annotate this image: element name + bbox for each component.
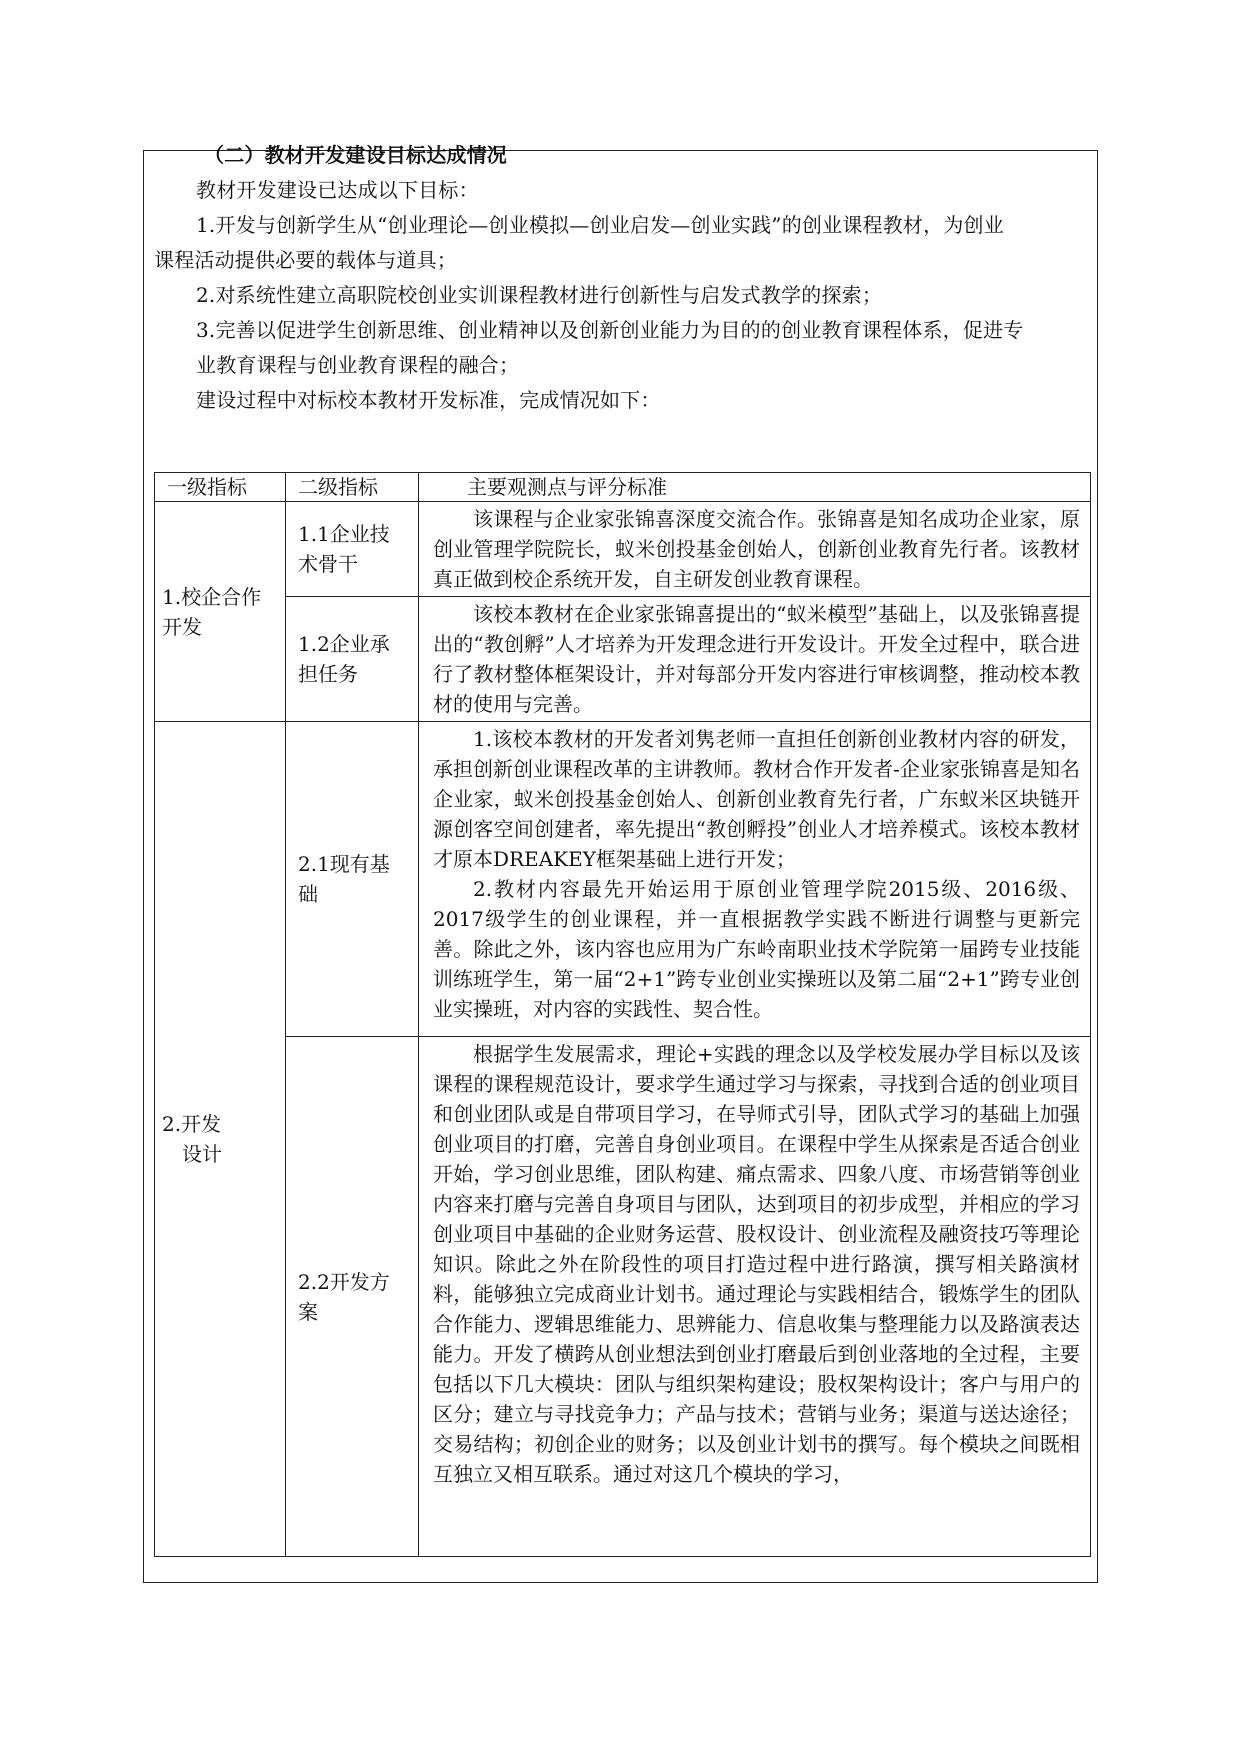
table-row (155, 722, 1091, 1037)
level2-cell (286, 722, 419, 1037)
level2-label: 2.2开发方案 (298, 1269, 390, 1324)
table-row (155, 1037, 1091, 1557)
level2-cell (286, 502, 419, 597)
intro-text: 教材开发建设已达成以下目标： (196, 178, 479, 202)
standard-intro: 建设过程中对标校本教材开发标准，完成情况如下： (196, 388, 661, 412)
level1-cell (155, 502, 286, 722)
table-header-row (155, 473, 1091, 502)
level2-label: 1.1企业技术骨干 (298, 522, 390, 576)
level2-cell (286, 597, 419, 722)
level1-cell (155, 722, 286, 1557)
goal-1-line-2: 课程活动提供必要的载体与道具； (154, 248, 457, 272)
criteria-cell (419, 722, 1091, 1037)
table-row (155, 502, 1091, 597)
criteria-cell (419, 1037, 1091, 1557)
level1-label-line-1: 2.开发 (162, 1112, 222, 1136)
criteria-cell (419, 502, 1091, 597)
criteria-cell (419, 597, 1091, 722)
goal-2: 2.对系统性建立高职院校创业实训课程教材进行创新性与启发式教学的探索； (196, 283, 883, 307)
goal-1-line-1: 1.开发与创新学生从“创业理论—创业模拟—创业启发—创业实践”的创业课程教材，为创业 (196, 213, 1004, 237)
evaluation-table (154, 472, 1091, 1557)
level2-cell (286, 1037, 419, 1557)
goal-3-line-1: 3.完善以促进学生创新思维、创业精神以及创新创业能力为目的的创业教育课程体系，促进专 (196, 318, 1024, 342)
header-criteria: 主要观测点与评分标准 (419, 473, 1091, 502)
criteria-text: 该校本教材在企业家张锦喜提出的“蚁米模型”基础上，以及张锦喜提出的“教创孵”人才培养为开发理念进行开发设计。开发全过程中，联合进行了教材整体框架设计，并对每部分开发内容进行审核调整，推动校本教材的使用与完善。 (433, 602, 1080, 716)
level2-label: 1.2企业承担任务 (298, 632, 390, 686)
criteria-text: 根据学生发展需求，理论+实践的理念以及学校发展办学目标以及该课程的课程规范设计，要求学生通过学习与探索，寻找到合适的创业项目和创业团队或是自带项目学习，在导师式引导，团队式学习的基础上加强创业项目的打磨，完善自身创业项目。在课程中学生从探索是否适合创业开始，学习创业思维，团队构建、痛点需求、四象八度、市场营销等创业内容来打磨与完善自身项目与团队，达到项目的初步成型，并相应的学习创业项目中基础的企业财务运营、股权设计、创业流程及融资技巧等理论知识。除此之外在阶段性的项目打造过程中进行路演，撰写相关路演材料，能够独立完成商业计划书。通过理论与实践相结合，锻炼学生的团队合作能力、逻辑思维能力、思辨能力、信息收集与整理能力以及路演表达能力。开发了横跨从创业想法到创业打磨最后到创业落地的全过程，主要包括以下几大模块：团队与组织架构建设；股权架构设计；客户与用户的区分；建立与寻找竞争力；产品与技术；营销与业务；渠道与送达途径；交易结构；初创企业的财务；以及创业计划书的撰写。每个模块之间既相互独立又相互联系。通过对这几个模块的学习， (433, 1042, 1080, 1486)
report-frame (143, 143, 1098, 1583)
level1-label-line-2: 设计 (182, 1142, 222, 1166)
section-heading: （二）教材开发建设目标达成情况 (204, 143, 507, 167)
goal-3-line-2: 业教育课程与创业教育课程的融合； (196, 353, 520, 377)
level1-label: 1.校企合作开发 (162, 584, 262, 639)
criteria-text: 2.教材内容最先开始运用于原创业管理学院2015级、2016级、2017级学生的创业课程，并一直根据教学实践不断进行调整与更新完善。除此之外，该内容也应用为广东岭南职业技术学院第一届跨专业技能训练班学生，第一届“2+1”跨专业创业实操班以及第二届“2+1”跨专业创业实操班，对内容的实践性、契合性。 (433, 877, 1080, 1021)
header-level2: 二级指标 (286, 473, 419, 502)
level2-label: 2.1现有基础 (298, 852, 390, 906)
header-level1: 一级指标 (155, 473, 286, 502)
criteria-text: 1.该校本教材的开发者刘隽老师一直担任创新创业教材内容的研发，承担创新创业课程改革的主讲教师。教材合作开发者-企业家张锦喜是知名企业家，蚁米创投基金创始人、创新创业教育先行者，广东蚁米区块链开源创客空间创建者，率先提出“教创孵投”创业人才培养模式。该校本教材才原本DREAKEY框架基础上进行开发； (433, 727, 1080, 871)
table-row (155, 597, 1091, 722)
criteria-text: 该课程与企业家张锦喜深度交流合作。张锦喜是知名成功企业家，原创业管理学院院长，蚁米创投基金创始人，创新创业教育先行者。该教材真正做到校企系统开发，自主研发创业教育课程。 (433, 507, 1080, 591)
